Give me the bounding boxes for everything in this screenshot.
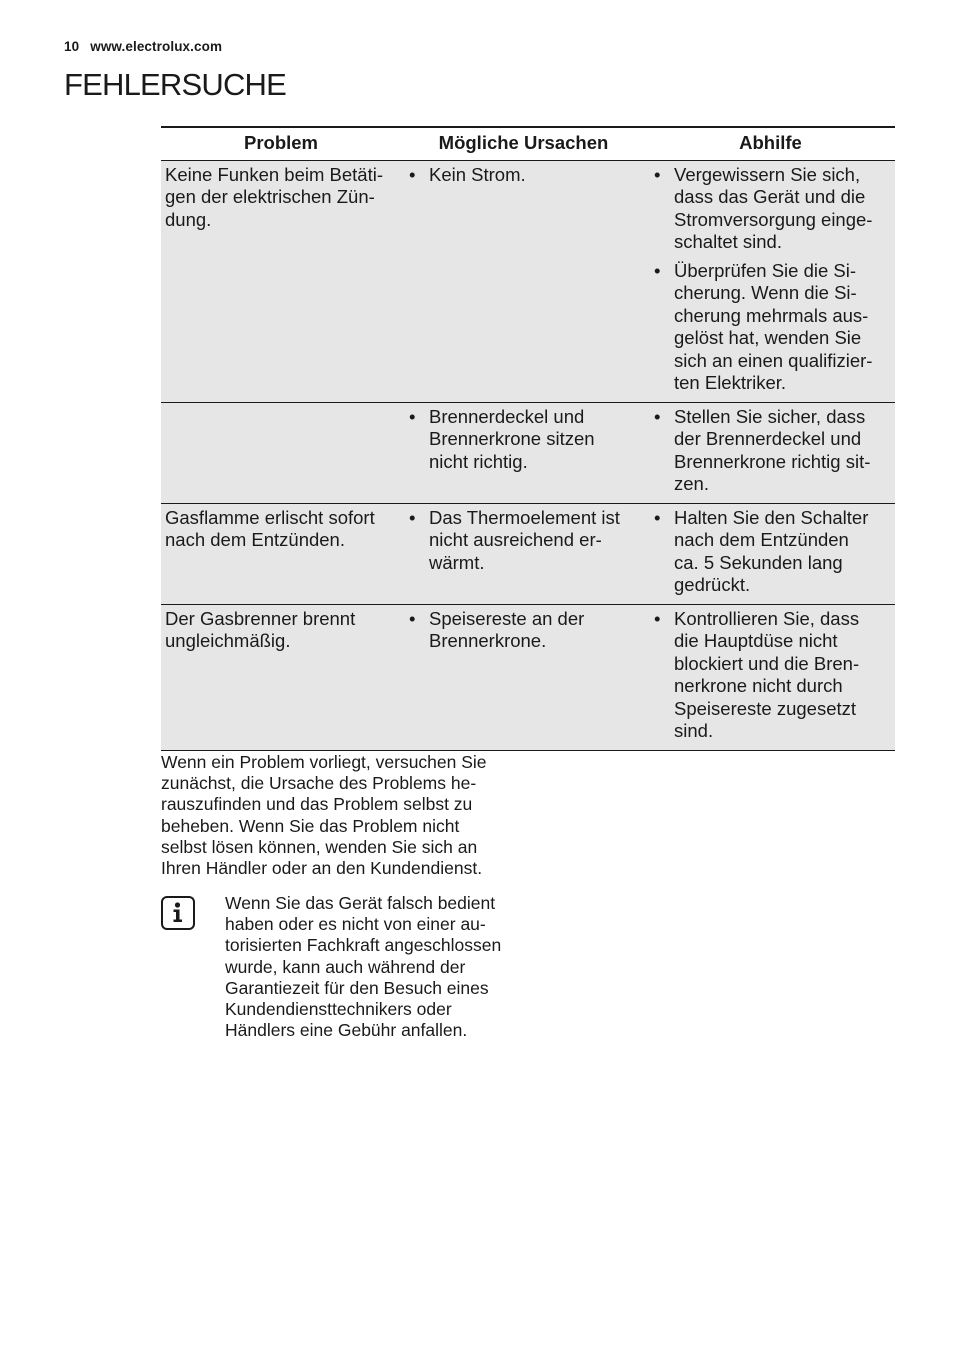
page-header: [64, 39, 222, 54]
bullet-icon: •: [654, 259, 661, 281]
bullet-icon: •: [409, 405, 416, 427]
bullet-icon: •: [409, 506, 416, 528]
cause-text: Speisereste an der Brennerkrone.: [429, 607, 585, 651]
column-header-remedy: Abhilfe: [646, 127, 895, 160]
remedy-cell: [646, 604, 895, 750]
page-title: FEHLERSUCHE: [64, 67, 287, 102]
remedy-text: Kontrollieren Sie, dass die Hauptdüse nicht blockiert und die Bren- nerkrone nicht durch Speisereste zugesetzt sind.: [674, 607, 860, 741]
bullet-icon: •: [409, 163, 416, 185]
column-header-problem: Problem: [161, 127, 401, 160]
cause-text: Das Thermoelement ist nicht ausreichend er- wärmt.: [429, 506, 620, 573]
remedy-text: Halten Sie den Schalter nach dem Entzünden ca. 5 Sekunden lang gedrückt.: [674, 506, 869, 595]
remedy-bullet-item: [650, 507, 891, 597]
intro-paragraph: Wenn ein Problem vorliegt, versuchen Sie zunächst, die Ursache des Problems he- rauszufinden und das Problem selbst zu beheben. Wenn Sie das Problem nicht selbst lösen können, wenden Sie sich an Ihren Händler oder an den Kundendienst.: [161, 752, 487, 879]
info-note: [161, 893, 521, 1041]
bullet-icon: •: [409, 607, 416, 629]
remedy-bullet-item: [650, 260, 891, 395]
page-number: 10: [64, 39, 80, 54]
bullet-icon: •: [654, 405, 661, 427]
remedy-bullet-item: [650, 406, 891, 496]
remedy-text: Stellen Sie sicher, dass der Brennerdeckel und Brennerkrone richtig sit- zen.: [674, 405, 871, 494]
info-icon: [161, 896, 195, 930]
website-link[interactable]: www.electrolux.com: [90, 39, 223, 54]
remedy-cell: [646, 503, 895, 604]
cause-bullet-item: [405, 164, 642, 187]
remedy-cell: [646, 160, 895, 402]
table-row: [161, 604, 895, 750]
cause-cell: [401, 160, 646, 402]
table-row: [161, 160, 895, 402]
problem-cell: Der Gasbrenner brennt ungleichmäßig.: [161, 604, 401, 750]
bullet-icon: •: [654, 506, 661, 528]
problem-cell: [161, 402, 401, 503]
table-row: [161, 402, 895, 503]
remedy-bullet-item: [650, 164, 891, 254]
cause-cell: [401, 604, 646, 750]
remedy-cell: [646, 402, 895, 503]
info-text: Wenn Sie das Gerät falsch bedient haben oder es nicht von einer au- torisierten Fachkraft angeschlossen wurde, kann auch während der Garantiezeit für den Besuch eines Kundendiensttechnikers oder Händlers eine Gebühr anfallen.: [225, 893, 502, 1041]
problem-cell: Keine Funken beim Betäti- gen der elektrischen Zün- dung.: [161, 160, 401, 402]
column-header-causes: Mögliche Ursachen: [401, 127, 646, 160]
cause-cell: [401, 402, 646, 503]
problem-cell: Gasflamme erlischt sofort nach dem Entzünden.: [161, 503, 401, 604]
cause-text: Brennerdeckel und Brennerkrone sitzen nicht richtig.: [429, 405, 595, 472]
cause-bullet-item: [405, 608, 642, 653]
cause-bullet-item: [405, 507, 642, 575]
cause-cell: [401, 503, 646, 604]
bullet-icon: •: [654, 163, 661, 185]
remedy-text: Vergewissern Sie sich, dass das Gerät und die Stromversorgung einge- schaltet sind.: [674, 163, 873, 252]
cause-text: Kein Strom.: [429, 163, 526, 185]
remedy-text: Überprüfen Sie die Si- cherung. Wenn die Si- cherung mehrmals aus- gelöst hat, wenden Sie sich an einen qualifizier- ten Elektriker.: [674, 259, 873, 393]
bullet-icon: •: [654, 607, 661, 629]
table-header-row: [161, 127, 895, 160]
cause-bullet-item: [405, 406, 642, 474]
remedy-bullet-item: [650, 608, 891, 743]
troubleshooting-table: [161, 126, 895, 751]
table-row: [161, 503, 895, 604]
